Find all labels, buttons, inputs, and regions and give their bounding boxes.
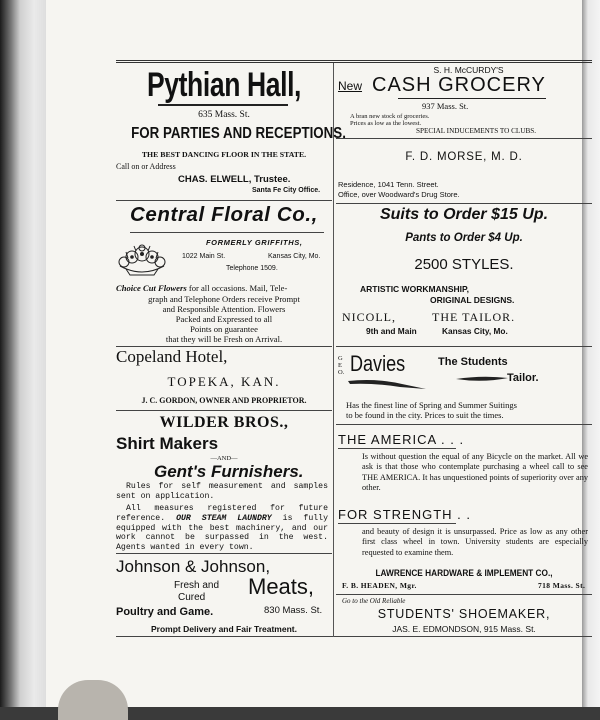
davies-text-2: to be found in the city. Prices to suit the times.: [346, 410, 504, 420]
advertisement-page: [46, 0, 588, 707]
suits-artistic: ARTISTIC WORKMANSHIP,: [360, 284, 469, 294]
america-title: THE AMERICA . . .: [338, 432, 465, 447]
copeland-owner: J. C. GORDON, OWNER AND PROPRIETOR.: [141, 396, 307, 405]
wilder-p2a: All measures registered for future reference.: [116, 504, 328, 523]
floral-line-1: [116, 283, 287, 293]
floral-underline: [130, 232, 324, 233]
divider: [336, 138, 592, 139]
divider: [116, 410, 332, 411]
shoemaker-title: STUDENTS' SHOEMAKER,: [377, 607, 551, 621]
page-right-edge: [582, 0, 600, 707]
pythian-office: Santa Fe City Office.: [252, 187, 321, 194]
pythian-hall-title: Pythian Hall,: [146, 66, 302, 104]
floral-text-1: for all occasions. Mail, Tele-: [188, 283, 288, 293]
davies-text-1: Has the finest line of Spring and Summer Suitings: [346, 400, 517, 410]
floral-text-3: and Responsible Attention. Flowers: [162, 304, 286, 314]
johnson-cured: Cured: [178, 592, 206, 603]
wilder-gents: Gent's Furnishers.: [154, 462, 304, 481]
suits-original: ORIGINAL DESIGNS.: [430, 295, 515, 305]
johnson-address: 830 Mass. St.: [264, 605, 323, 616]
morse-name: F. D. MORSE, M. D.: [405, 151, 523, 163]
floral-city: Kansas City, Mo.: [268, 253, 321, 260]
floral-telephone: Telephone 1509.: [226, 265, 278, 272]
grocery-name: CASH GROCERY: [372, 74, 546, 96]
pythian-underline: [158, 104, 288, 106]
divider: [336, 594, 592, 595]
wilder-laundry: OUR STEAM LAUNDRY: [176, 513, 272, 523]
divider: [116, 200, 332, 201]
book-binding-edge: [0, 0, 48, 707]
strength-underline: [338, 523, 456, 524]
floral-formerly: FORMERLY GRIFFITHS,: [206, 238, 303, 247]
suits-styles: 2500 STYLES.: [414, 256, 514, 273]
strength-title: FOR STRENGTH . .: [338, 507, 471, 522]
suits-pants: Pants to Order $4 Up.: [405, 232, 523, 244]
flower-basket-icon: [114, 242, 170, 278]
johnson-fresh: Fresh and: [174, 580, 220, 591]
strength-text: and beauty of design it is unsurpassed. Price as low as any other first class wheel in town. University students are especially requested to examine them.: [362, 527, 588, 557]
davies-name: Davies: [350, 351, 406, 376]
johnson-delivery: Prompt Delivery and Fair Treatment.: [151, 624, 297, 634]
copeland-city: TOPEKA, KAN.: [167, 374, 281, 389]
davies-flourish-icon: [346, 375, 428, 391]
suits-headline: Suits to Order $15 Up.: [379, 206, 549, 223]
pythian-floor: THE BEST DANCING FLOOR IN THE STATE.: [141, 150, 307, 159]
floral-text-2: graph and Telephone Orders receive Prompt: [148, 294, 300, 304]
top-double-rule: [116, 60, 592, 63]
wilder-shirt-makers: Shirt Makers: [116, 434, 219, 453]
grocery-new: New: [338, 79, 363, 93]
davies-tailor: Tailor.: [507, 372, 539, 384]
column-divider: [333, 63, 334, 637]
davies-students: The Students: [438, 356, 508, 368]
pythian-trustee: CHAS. ELWELL, Trustee.: [178, 174, 291, 185]
suits-nicoll: NICOLL,: [342, 310, 396, 324]
floral-street: 1022 Main St.: [182, 253, 226, 260]
pythian-headline: FOR PARTIES AND RECEPTIONS.: [131, 125, 346, 142]
bottom-rule: [116, 636, 592, 637]
floral-text-5: Points on guarantee: [190, 324, 258, 334]
tailor-flourish-icon: [456, 374, 508, 384]
davies-geo: GEO.: [338, 355, 345, 376]
divider: [336, 424, 592, 425]
floral-choice: Choice Cut Flowers: [116, 283, 187, 293]
divider: [116, 553, 332, 554]
divider: [336, 203, 592, 204]
wilder-paragraph-2: [116, 504, 328, 553]
grocery-underline: [398, 98, 546, 99]
wilder-and: —AND—: [210, 455, 238, 462]
suits-tailor: THE TAILOR.: [432, 310, 516, 324]
strength-manager: F. B. HEADEN, Mgr.: [342, 581, 417, 590]
floral-title: Central Floral Co.,: [130, 203, 318, 226]
morse-residence: Residence, 1041 Tenn. Street.: [338, 180, 439, 189]
pythian-address: 635 Mass. St.: [198, 110, 250, 120]
suits-street: 9th and Main: [366, 326, 417, 336]
strength-address: 718 Mass. St.: [538, 581, 586, 590]
wilder-paragraph-1: Rules for self measurement and samples sent on application.: [116, 482, 328, 501]
pythian-call: Call on or Address: [116, 162, 176, 171]
copeland-title: Copeland Hotel,: [116, 347, 228, 366]
johnson-poultry: Poultry and Game.: [116, 606, 214, 618]
shoemaker-owner: JAS. E. EDMONDSON, 915 Mass. St.: [392, 624, 536, 634]
johnson-title: Johnson & Johnson,: [116, 557, 271, 576]
strength-company: LAWRENCE HARDWARE & IMPLEMENT CO.,: [375, 568, 553, 578]
grocery-special: SPECIAL INDUCEMENTS TO CLUBS.: [416, 127, 537, 135]
shoemaker-go: Go to the Old Reliable: [342, 597, 406, 605]
floral-text-6: that they will be Fresh on Arrival.: [165, 334, 283, 344]
divider: [336, 346, 592, 347]
america-text: Is without question the equal of any Bicycle on the market. All we ask is that those who contemplate purchasing a wheel call to see THE AMERICA. It has unquestioned points of superiority over any other.: [362, 452, 588, 493]
wilder-title: WILDER BROS.,: [159, 414, 289, 431]
grocery-owner: S. H. McCURDY'S: [433, 65, 504, 75]
grocery-line-1: A bran new stock of groceries.: [350, 113, 430, 120]
wilder-p2b: is fully equipped with the best machinery, and our work cannot be surpassed in the west. Agents wanted in every town.: [116, 513, 328, 553]
johnson-meats: Meats,: [248, 574, 315, 599]
grocery-line-2: Prices as low as the lowest.: [350, 120, 422, 127]
morse-office: Office, over Woodward's Drug Store.: [338, 190, 460, 199]
america-underline: [338, 448, 456, 449]
floral-text-4: Packed and Expressed to all: [175, 314, 273, 324]
grocery-address: 937 Mass. St.: [422, 101, 469, 111]
suits-city: Kansas City, Mo.: [442, 326, 508, 336]
